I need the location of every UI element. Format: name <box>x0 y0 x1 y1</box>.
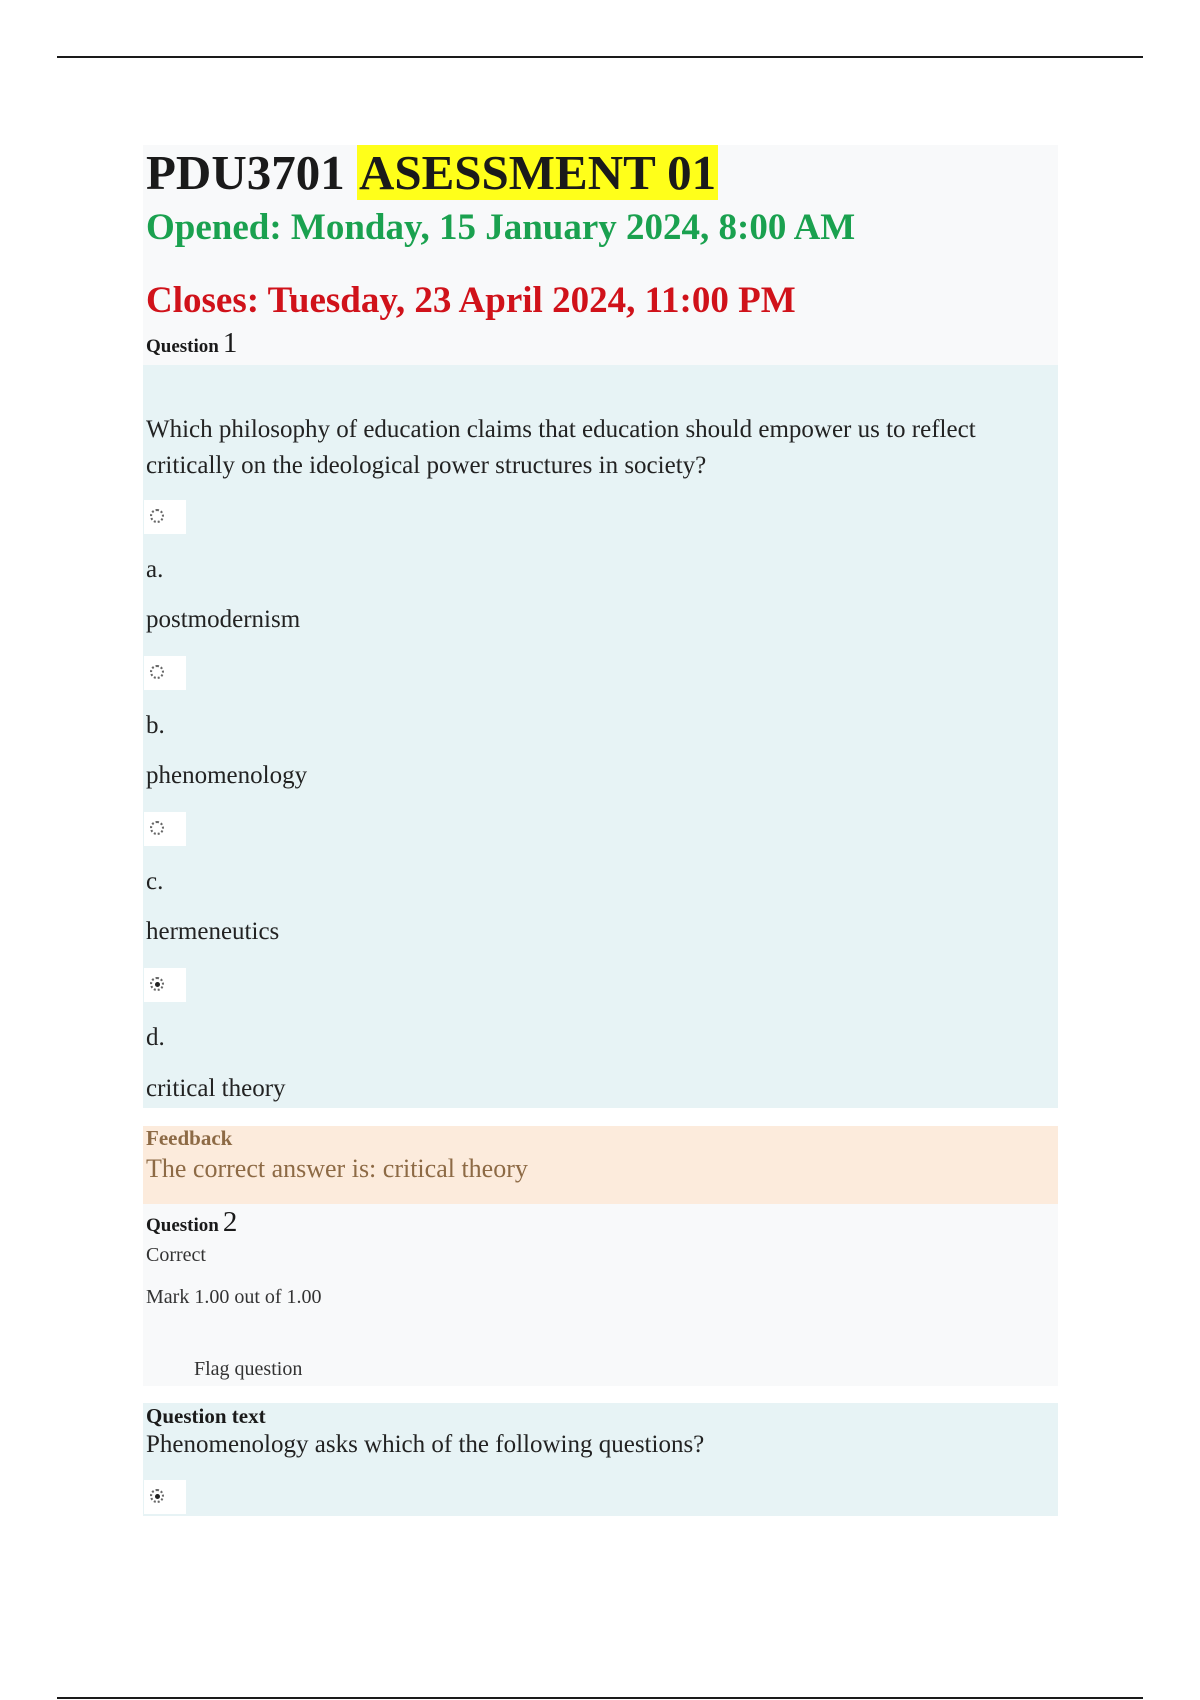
option-b-radio[interactable] <box>144 656 186 690</box>
radio-selected-dot-icon <box>155 982 160 987</box>
question-1-text: Which philosophy of education claims that education should empower us to reflect critically on the ideological power structures in society? <box>146 416 976 479</box>
question-mark: Mark 1.00 out of 1.00 <box>146 1286 322 1308</box>
question-1-number <box>146 327 237 360</box>
radio-icon <box>150 509 164 523</box>
feedback-label: Feedback <box>146 1126 233 1150</box>
radio-icon <box>150 821 164 835</box>
question-text-label: Question text <box>146 1404 266 1428</box>
closes-date: Closes: Tuesday, 23 April 2024, 11:00 PM <box>146 280 796 321</box>
question-2-number <box>146 1206 237 1239</box>
top-rule <box>57 56 1143 58</box>
question-2-text: Phenomenology asks which of the following questions? <box>146 1431 705 1458</box>
option-c-radio[interactable] <box>144 812 186 846</box>
option-b-letter: b. <box>146 712 165 739</box>
bottom-rule <box>57 1697 1143 1699</box>
course-code: PDU3701 <box>146 145 345 200</box>
option-a-radio[interactable] <box>144 500 186 534</box>
option-a-text: postmodernism <box>146 606 301 633</box>
option-d-radio[interactable] <box>144 968 186 1002</box>
question-2-option-radio[interactable] <box>144 1480 186 1514</box>
feedback-text: The correct answer is: critical theory <box>146 1154 528 1183</box>
radio-icon <box>150 665 164 679</box>
flag-question-link[interactable]: Flag question <box>194 1358 303 1380</box>
option-d-text: critical theory <box>146 1075 286 1102</box>
option-c-text: hermeneutics <box>146 918 280 945</box>
question-label: Question <box>146 336 219 357</box>
option-c-letter: c. <box>146 868 164 895</box>
question-state: Correct <box>146 1244 206 1266</box>
opened-date: Opened: Monday, 15 January 2024, 8:00 AM <box>146 207 856 248</box>
option-a-letter: a. <box>146 556 164 583</box>
question-number: 1 <box>222 327 238 359</box>
question-label: Question <box>146 1215 219 1236</box>
option-b-text: phenomenology <box>146 762 308 789</box>
page-title <box>146 143 718 203</box>
assessment-title-highlight: ASESSMENT 01 <box>358 145 717 200</box>
radio-selected-dot-icon <box>155 1494 160 1499</box>
option-d-letter: d. <box>146 1024 165 1051</box>
question-number: 2 <box>222 1206 238 1238</box>
